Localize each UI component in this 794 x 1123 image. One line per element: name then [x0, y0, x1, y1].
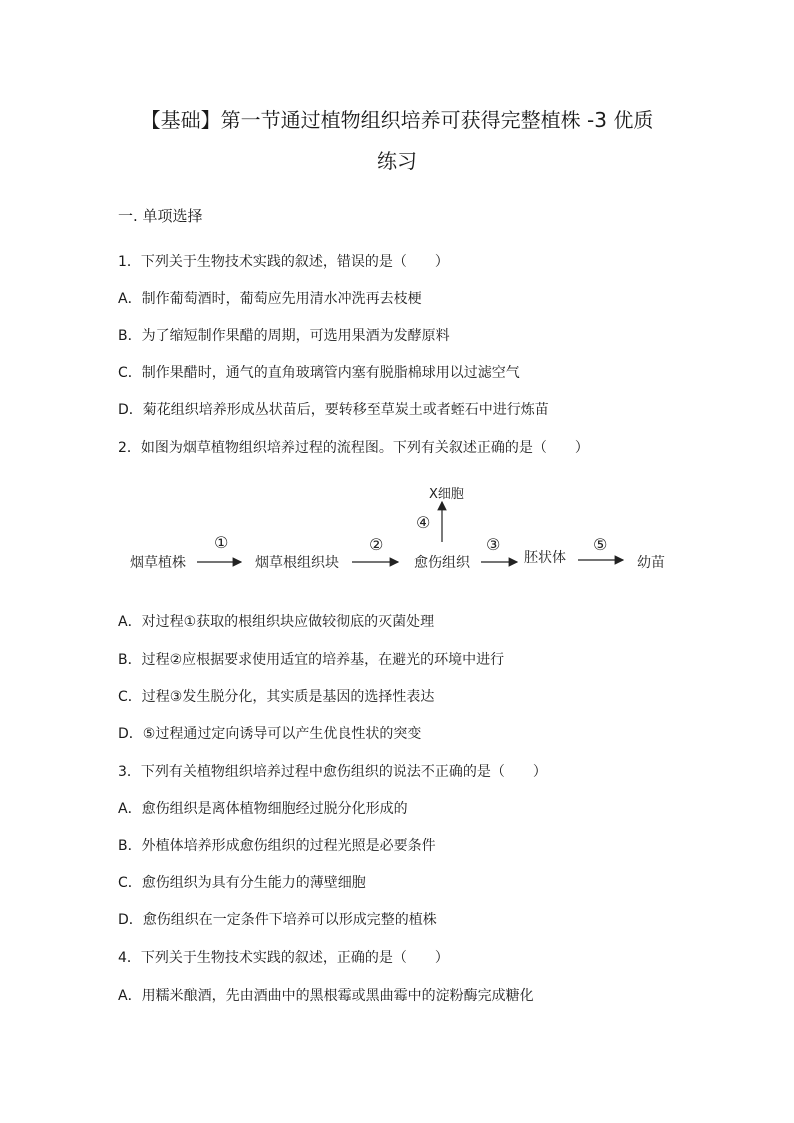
tissue-culture-flow-diagram [120, 476, 680, 580]
node-embryoid: 胚状体 [524, 550, 566, 566]
question-1-option-d: D．菊花组织培养形成丛状苗后，要转移至草炭土或者蛭石中进行炼苗 [118, 402, 549, 418]
node-tobacco-plant: 烟草植株 [130, 555, 186, 571]
question-4-stem: 4．下列关于生物技术实践的叙述，正确的是（ ） [118, 950, 449, 966]
document-title-line1: 【基础】第一节通过植物组织培养可获得完整植株 -3 优质 [140, 108, 654, 132]
question-3-option-b: B．外植体培养形成愈伤组织的过程光照是必要条件 [118, 838, 436, 854]
step-label-4: ④ [416, 513, 431, 532]
question-2-stem: 2．如图为烟草植物组织培养过程的流程图。下列有关叙述正确的是（ ） [118, 440, 589, 456]
question-2-option-b: B．过程②应根据要求使用适宜的培养基，在避光的环境中进行 [118, 652, 505, 668]
question-1-option-c: C．制作果醋时，通气的直角玻璃管内塞有脱脂棉球用以过滤空气 [118, 365, 520, 381]
question-3-option-d: D．愈伤组织在一定条件下培养可以形成完整的植株 [118, 912, 437, 928]
node-seedling: 幼苗 [637, 555, 665, 571]
node-callus: 愈伤组织 [414, 555, 470, 571]
question-4-option-a: A．用糯米酿酒，先由酒曲中的黑根霉或黑曲霉中的淀粉酶完成糖化 [118, 988, 534, 1004]
question-3-stem: 3．下列有关植物组织培养过程中愈伤组织的说法不正确的是（ ） [118, 764, 547, 780]
question-2-option-c: C．过程③发生脱分化，其实质是基因的选择性表达 [118, 689, 435, 705]
question-2-option-d: D．⑤过程通过定向诱导可以产生优良性状的突变 [118, 726, 422, 742]
question-2-option-a: A．对过程①获取的根组织块应做较彻底的灭菌处理 [118, 614, 435, 630]
step-label-3: ③ [486, 535, 501, 554]
question-1-option-b: B．为了缩短制作果醋的周期，可选用果酒为发酵原料 [118, 328, 450, 344]
question-3-option-c: C．愈伤组织为具有分生能力的薄壁细胞 [118, 875, 366, 891]
step-label-2: ② [369, 535, 384, 554]
question-1-option-a: A．制作葡萄酒时，葡萄应先用清水冲洗再去枝梗 [118, 291, 422, 307]
step-label-1: ① [214, 533, 229, 552]
document-title-line2: 练习 [377, 149, 417, 173]
node-x-cell: X细胞 [429, 487, 464, 502]
question-1-stem: 1．下列关于生物技术实践的叙述，错误的是（ ） [118, 254, 449, 270]
step-label-5: ⑤ [593, 535, 608, 554]
section-heading: 一. 单项选择 [118, 207, 203, 225]
node-root-tissue-block: 烟草根组织块 [255, 555, 339, 571]
question-3-option-a: A．愈伤组织是离体植物细胞经过脱分化形成的 [118, 801, 408, 817]
